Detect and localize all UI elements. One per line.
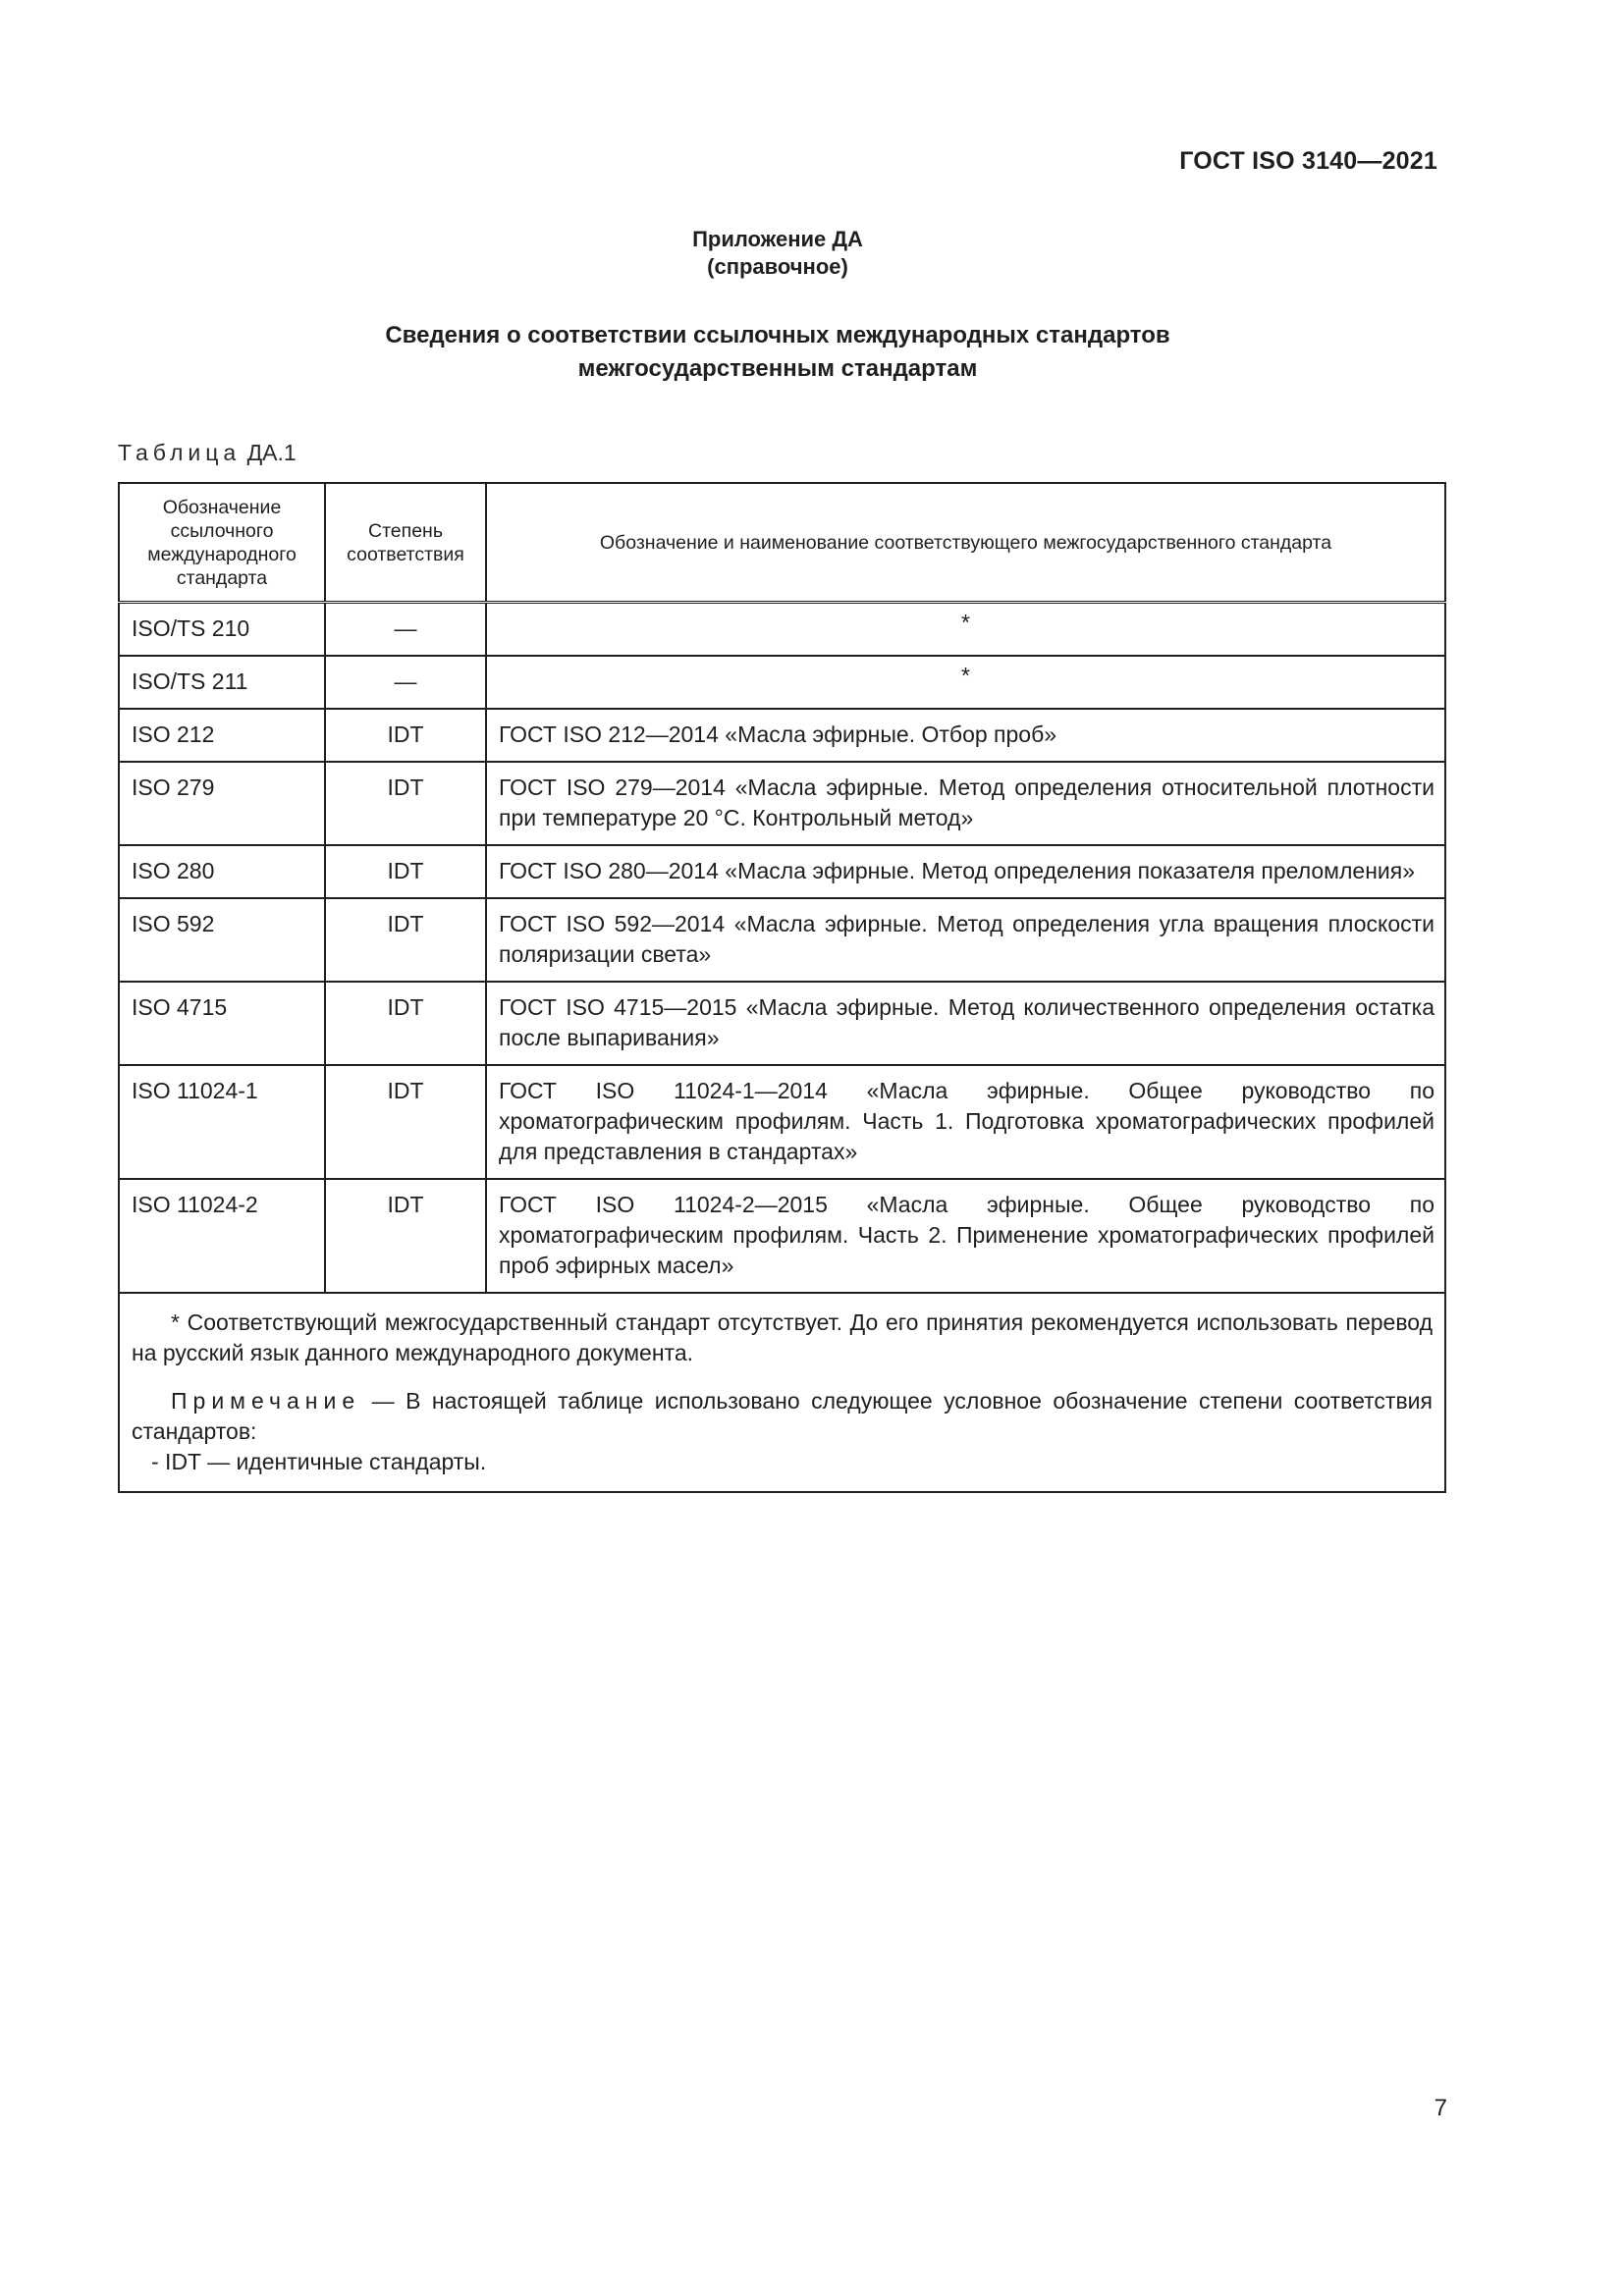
cell-degree: IDT [325,898,486,982]
table-footnote: * Соответствующий межгосударственный стандарт отсутствует. До его принятия рекомендуется использовать перевод на русский язык данного международного документа. [132,1309,1433,1365]
cell-standard-name: ГОСТ ISO 279—2014 «Масла эфирные. Метод определения относительной плотности при температуре 20 °C. Контрольный метод» [486,762,1445,845]
appendix-heading [0,226,1555,281]
document-title-line-2: межгосударственным стандартам [577,355,978,382]
note-list-item: - IDT — идентичные стандарты. [151,1449,487,1474]
cell-standard-name: ГОСТ ISO 11024-1—2014 «Масла эфирные. Общее руководство по хроматографическим профилям. Часть 1. Подготовка хроматографических профилей для представления в стандартах» [486,1065,1445,1179]
document-code-header: ГОСТ ISO 3140—2021 [1179,147,1437,175]
table-row [119,603,1445,657]
cell-reference: ISO/TS 210 [119,603,325,657]
appendix-title: Приложение ДА [692,227,863,251]
appendix-subtitle: (справочное) [707,254,848,279]
cell-reference: ISO 280 [119,845,325,898]
cell-degree: IDT [325,1065,486,1179]
cell-standard-name: ГОСТ ISO 212—2014 «Масла эфирные. Отбор проб» [486,709,1445,762]
standards-correspondence-table [118,482,1446,1493]
cell-degree: IDT [325,709,486,762]
table-row [119,898,1445,982]
cell-standard-name: ГОСТ ISO 280—2014 «Масла эфирные. Метод определения показателя преломления» [486,845,1445,898]
cell-standard-name: ГОСТ ISO 592—2014 «Масла эфирные. Метод определения угла вращения плоскости поляризации света» [486,898,1445,982]
cell-degree: IDT [325,845,486,898]
table-row [119,1179,1445,1293]
cell-reference: ISO 279 [119,762,325,845]
header-degree-of-correspondence: Степень соответствия [325,483,486,603]
table-caption-number: ДА.1 [246,440,297,465]
table-note [132,1386,1433,1447]
table-row [119,656,1445,709]
table-footer-row [119,1293,1445,1492]
document-title [0,319,1555,386]
cell-standard-name: ГОСТ ISO 11024-2—2015 «Масла эфирные. Общее руководство по хроматографическим профилям. Часть 2. Применение хроматографических профилей проб эфирных масел» [486,1179,1445,1293]
header-reference-standard: Обозначение ссылочного международного стандарта [119,483,325,603]
table-notes-cell [119,1293,1445,1492]
cell-degree: IDT [325,762,486,845]
table-caption-word: Таблица [118,440,242,465]
cell-reference: ISO 4715 [119,982,325,1065]
table-header-row [119,483,1445,603]
table-row [119,709,1445,762]
document-title-line-1: Сведения о соответствии ссылочных международных стандартов [385,322,1170,348]
table-caption [118,440,297,466]
cell-standard-name: ГОСТ ISO 4715—2015 «Масла эфирные. Метод количественного определения остатка после выпаривания» [486,982,1445,1065]
cell-degree: — [325,656,486,709]
table-row [119,762,1445,845]
cell-reference: ISO/TS 211 [119,656,325,709]
header-interstate-standard: Обозначение и наименование соответствующего межгосударственного стандарта [486,483,1445,603]
page-number: 7 [1434,2095,1447,2121]
table-row [119,1065,1445,1179]
table-row [119,845,1445,898]
cell-reference: ISO 592 [119,898,325,982]
cell-degree: — [325,603,486,657]
note-label: Примечание [171,1388,361,1414]
cell-reference: ISO 212 [119,709,325,762]
table-row [119,982,1445,1065]
cell-standard-name: * [486,656,1445,709]
cell-standard-name: * [486,603,1445,657]
cell-reference: ISO 11024-1 [119,1065,325,1179]
note-text: — В настоящей таблице использовано следующее условное обозначение степени соответствия стандартов: [132,1388,1433,1444]
cell-reference: ISO 11024-2 [119,1179,325,1293]
cell-degree: IDT [325,1179,486,1293]
cell-degree: IDT [325,982,486,1065]
